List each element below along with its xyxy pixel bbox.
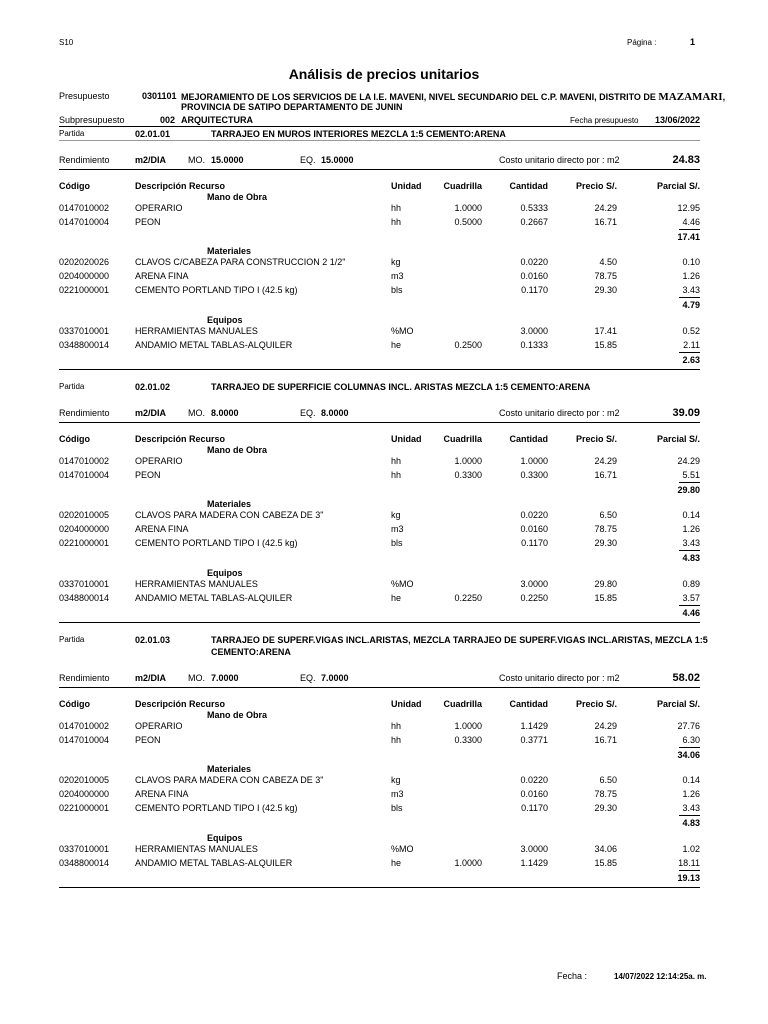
equipos-subtotal: 19.13 <box>677 873 700 883</box>
resource-cantidad: 3.0000 <box>520 579 548 589</box>
rendimiento-label: Rendimiento <box>59 155 110 165</box>
eq-label: EQ. <box>300 673 316 683</box>
column-header-parcial: Parcial S/. <box>656 181 700 191</box>
resource-unit: %MO <box>391 579 414 589</box>
column-header-cantidad: Cantidad <box>509 434 548 444</box>
resource-description: CEMENTO PORTLAND TIPO I (42.5 kg) <box>135 803 298 813</box>
partida-end-divider <box>59 622 700 623</box>
mano-de-obra-subtotal-rule <box>679 482 700 483</box>
column-header-descripcion: Descripción Recurso <box>135 434 226 444</box>
equipos-subtotal-rule <box>679 352 700 353</box>
resource-description: ANDAMIO METAL TABLAS-ALQUILER <box>135 858 293 868</box>
resource-description: ANDAMIO METAL TABLAS-ALQUILER <box>135 593 293 603</box>
resource-parcial: 18.11 <box>678 858 700 868</box>
materiales-subtotal-rule <box>679 550 700 551</box>
equipos-subtotal: 2.63 <box>682 355 700 365</box>
resource-precio: 15.85 <box>594 858 617 868</box>
partida-description: TARRAJEO DE SUPERFICIE COLUMNAS INCL. ARISTAS MEZCLA 1:5 CEMENTO:ARENA <box>211 382 591 392</box>
resource-description: HERRAMIENTAS MANUALES <box>135 844 258 854</box>
column-header-cuadrilla: Cuadrilla <box>443 181 482 191</box>
mano-de-obra-group-label: Mano de Obra <box>207 710 268 720</box>
resource-precio: 16.71 <box>594 735 617 745</box>
column-header-cantidad: Cantidad <box>509 699 548 709</box>
resource-parcial: 2.11 <box>683 340 700 350</box>
resource-cantidad: 0.0220 <box>520 510 548 520</box>
column-header-codigo: Código <box>59 181 90 191</box>
resource-cantidad: 1.1429 <box>520 858 548 868</box>
mano-de-obra-subtotal: 34.06 <box>677 750 700 760</box>
rendimiento-unit: m2/DIA <box>135 408 167 418</box>
resource-unit: he <box>391 858 402 868</box>
resource-parcial: 12.95 <box>677 203 700 213</box>
mano-de-obra-group-label: Mano de Obra <box>207 445 268 455</box>
fecha-presupuesto: 13/06/2022 <box>654 115 700 125</box>
footer-fecha-label: Fecha : <box>557 971 588 981</box>
column-header-parcial: Parcial S/. <box>656 699 700 709</box>
column-header-precio: Precio S/. <box>575 181 617 191</box>
resource-code: 0348800014 <box>59 340 110 350</box>
resource-cuadrilla: 0.3300 <box>454 735 482 745</box>
resource-parcial: 0.89 <box>682 579 700 589</box>
resource-parcial: 0.14 <box>682 510 700 520</box>
partida-code: 02.01.02 <box>135 382 171 392</box>
rendimiento-unit: m2/DIA <box>135 155 167 165</box>
resource-cantidad: 0.0160 <box>520 524 548 534</box>
mano-de-obra-subtotal: 29.80 <box>677 485 700 495</box>
resource-cantidad: 1.0000 <box>520 456 548 466</box>
resource-cantidad: 0.0220 <box>520 257 548 267</box>
resource-code: 0204000000 <box>59 789 110 799</box>
partida-description-line2: CEMENTO:ARENA <box>211 647 291 657</box>
mano-de-obra-subtotal: 17.41 <box>677 232 700 242</box>
resource-description: CEMENTO PORTLAND TIPO I (42.5 kg) <box>135 285 298 295</box>
resource-code: 0221000001 <box>59 803 110 813</box>
costo-unitario-value: 58.02 <box>672 672 700 684</box>
resource-description: PEON <box>135 470 161 480</box>
resource-description: ARENA FINA <box>135 524 189 534</box>
column-header-descripcion: Descripción Recurso <box>135 699 226 709</box>
resource-cantidad: 0.3771 <box>520 735 548 745</box>
materiales-group-label: Materiales <box>207 499 252 509</box>
resource-cuadrilla: 0.2500 <box>454 340 482 350</box>
mo-value: 7.0000 <box>211 673 239 683</box>
resource-description: CLAVOS PARA MADERA CON CABEZA DE 3" <box>135 510 324 520</box>
partida-label: Partida <box>59 129 85 138</box>
rendimiento-label: Rendimiento <box>59 408 110 418</box>
resource-precio: 24.29 <box>594 456 617 466</box>
resource-parcial: 1.26 <box>682 271 700 281</box>
costo-unitario-value: 24.83 <box>672 154 700 166</box>
rendimiento-unit: m2/DIA <box>135 673 167 683</box>
resource-unit: kg <box>391 510 401 520</box>
subpresupuesto-description: ARQUITECTURA <box>181 115 253 125</box>
resource-unit: bls <box>391 803 403 813</box>
resource-cantidad: 0.5333 <box>520 203 548 213</box>
resource-code: 0147010002 <box>59 721 110 731</box>
rendimiento-divider <box>59 422 700 423</box>
resource-unit: m3 <box>391 789 404 799</box>
resource-unit: kg <box>391 257 401 267</box>
resource-cuadrilla: 1.0000 <box>454 858 482 868</box>
eq-label: EQ. <box>300 408 316 418</box>
mo-label: MO. <box>188 673 205 683</box>
materiales-subtotal-rule <box>679 815 700 816</box>
resource-precio: 78.75 <box>594 524 617 534</box>
resource-unit: hh <box>391 735 402 745</box>
resource-precio: 34.06 <box>594 844 617 854</box>
resource-cantidad: 1.1429 <box>520 721 548 731</box>
resource-unit: hh <box>391 217 402 227</box>
rendimiento-divider <box>59 169 700 170</box>
resource-unit: kg <box>391 775 401 785</box>
resource-parcial: 0.10 <box>682 257 700 267</box>
resource-precio: 29.80 <box>594 579 617 589</box>
resource-cuadrilla: 1.0000 <box>454 721 482 731</box>
resource-description: HERRAMIENTAS MANUALES <box>135 326 258 336</box>
resource-precio: 78.75 <box>594 271 617 281</box>
column-header-cantidad: Cantidad <box>509 181 548 191</box>
resource-code: 0202020026 <box>59 257 110 267</box>
resource-precio: 16.71 <box>594 217 617 227</box>
resource-precio: 29.30 <box>594 803 617 813</box>
resource-cantidad: 0.0160 <box>520 271 548 281</box>
resource-unit: hh <box>391 470 402 480</box>
equipos-group-label: Equipos <box>207 315 243 325</box>
presupuesto-label: Presupuesto <box>59 91 110 101</box>
resource-unit: m3 <box>391 524 404 534</box>
subpresupuesto-code: 002 <box>160 115 176 125</box>
partida-description: TARRAJEO EN MUROS INTERIORES MEZCLA 1:5 CEMENTO:ARENA <box>211 129 506 139</box>
footer-fecha-value: 14/07/2022 12:14:25a. m. <box>614 972 707 981</box>
resource-description: CEMENTO PORTLAND TIPO I (42.5 kg) <box>135 538 298 548</box>
resource-parcial: 1.02 <box>682 844 700 854</box>
resource-code: 0348800014 <box>59 858 110 868</box>
equipos-group-label: Equipos <box>207 833 243 843</box>
resource-description: HERRAMIENTAS MANUALES <box>135 579 258 589</box>
presupuesto-desc-comma: , <box>722 92 726 102</box>
resource-code: 0147010004 <box>59 470 110 480</box>
resource-code: 0337010001 <box>59 326 110 336</box>
partida-end-divider <box>59 369 700 370</box>
resource-cantidad: 3.0000 <box>520 844 548 854</box>
resource-description: OPERARIO <box>135 456 183 466</box>
column-header-unidad: Unidad <box>391 434 422 444</box>
presupuesto-desc-line2: PROVINCIA DE SATIPO DEPARTAMENTO DE JUNIN <box>181 102 403 112</box>
resource-cantidad: 0.0220 <box>520 775 548 785</box>
equipos-subtotal-rule <box>679 870 700 871</box>
mo-value: 8.0000 <box>211 408 239 418</box>
column-header-precio: Precio S/. <box>575 434 617 444</box>
resource-code: 0147010004 <box>59 217 110 227</box>
resource-cantidad: 0.3300 <box>520 470 548 480</box>
resource-unit: he <box>391 593 402 603</box>
resource-code: 0204000000 <box>59 524 110 534</box>
resource-code: 0337010001 <box>59 579 110 589</box>
resource-precio: 4.50 <box>599 257 617 267</box>
resource-parcial: 3.43 <box>682 803 700 813</box>
partida-end-divider <box>59 887 700 888</box>
resource-precio: 24.29 <box>594 203 617 213</box>
rendimiento-label: Rendimiento <box>59 673 110 683</box>
materiales-subtotal-rule <box>679 297 700 298</box>
resource-cantidad: 0.1333 <box>520 340 548 350</box>
resource-parcial: 24.29 <box>677 456 700 466</box>
resource-parcial: 0.14 <box>682 775 700 785</box>
resource-description: ARENA FINA <box>135 271 189 281</box>
resource-precio: 17.41 <box>594 326 617 336</box>
mo-label: MO. <box>188 408 205 418</box>
resource-parcial: 5.51 <box>682 470 700 480</box>
resource-parcial: 1.26 <box>682 524 700 534</box>
materiales-subtotal: 4.79 <box>682 300 700 310</box>
resource-cuadrilla: 0.3300 <box>454 470 482 480</box>
resource-code: 0348800014 <box>59 593 110 603</box>
resource-parcial: 3.43 <box>682 538 700 548</box>
resource-unit: m3 <box>391 271 404 281</box>
resource-cantidad: 0.1170 <box>521 803 548 813</box>
resource-unit: bls <box>391 285 403 295</box>
header-divider <box>59 126 700 127</box>
resource-unit: hh <box>391 203 402 213</box>
page-label: Página : <box>627 38 657 47</box>
mano-de-obra-subtotal-rule <box>679 229 700 230</box>
resource-description: PEON <box>135 735 161 745</box>
column-header-unidad: Unidad <box>391 181 422 191</box>
resource-precio: 29.30 <box>594 285 617 295</box>
resource-description: OPERARIO <box>135 203 183 213</box>
resource-description: OPERARIO <box>135 721 183 731</box>
mo-label: MO. <box>188 155 205 165</box>
partida-label: Partida <box>59 635 85 644</box>
resource-description: ANDAMIO METAL TABLAS-ALQUILER <box>135 340 293 350</box>
column-header-unidad: Unidad <box>391 699 422 709</box>
equipos-subtotal-rule <box>679 605 700 606</box>
resource-code: 0147010004 <box>59 735 110 745</box>
presupuesto-desc-line1: MEJORAMIENTO DE LOS SERVICIOS DE LA I.E. MAVENI, NIVEL SECUNDARIO DEL C.P. MAVENI, DISTRITO DE <box>181 92 656 102</box>
partida-divider <box>59 140 700 141</box>
page-title: Análisis de precios unitarios <box>288 66 480 82</box>
resource-precio: 6.50 <box>599 775 617 785</box>
resource-parcial: 3.57 <box>682 593 700 603</box>
eq-label: EQ. <box>300 155 316 165</box>
resource-cantidad: 0.2667 <box>520 217 548 227</box>
mano-de-obra-subtotal-rule <box>679 747 700 748</box>
resource-precio: 78.75 <box>594 789 617 799</box>
resource-description: CLAVOS C/CABEZA PARA CONSTRUCCION 2 1/2" <box>135 257 346 267</box>
resource-code: 0202010005 <box>59 510 110 520</box>
column-header-cuadrilla: Cuadrilla <box>443 434 482 444</box>
resource-unit: he <box>391 340 402 350</box>
materiales-subtotal: 4.83 <box>682 818 700 828</box>
resource-parcial: 27.76 <box>677 721 700 731</box>
column-header-codigo: Código <box>59 699 90 709</box>
resource-precio: 15.85 <box>594 593 617 603</box>
resource-cantidad: 0.1170 <box>521 538 548 548</box>
resource-cantidad: 3.0000 <box>520 326 548 336</box>
subpresupuesto-label: Subpresupuesto <box>59 115 125 125</box>
costo-unitario-label: Costo unitario directo por : m2 <box>499 673 620 683</box>
mano-de-obra-group-label: Mano de Obra <box>207 192 268 202</box>
resource-code: 0202010005 <box>59 775 110 785</box>
costo-unitario-value: 39.09 <box>672 407 700 419</box>
column-header-cuadrilla: Cuadrilla <box>443 699 482 709</box>
costo-unitario-label: Costo unitario directo por : m2 <box>499 155 620 165</box>
resource-code: 0221000001 <box>59 538 110 548</box>
page-number: 1 <box>690 37 696 47</box>
resource-parcial: 4.46 <box>682 217 700 227</box>
presupuesto-desc-district: MAZAMARI <box>658 91 723 103</box>
resource-cantidad: 0.0160 <box>520 789 548 799</box>
resource-cuadrilla: 1.0000 <box>454 456 482 466</box>
costo-unitario-label: Costo unitario directo por : m2 <box>499 408 620 418</box>
resource-cuadrilla: 0.5000 <box>454 217 482 227</box>
column-header-parcial: Parcial S/. <box>656 434 700 444</box>
resource-parcial: 3.43 <box>682 285 700 295</box>
mo-value: 15.0000 <box>211 155 244 165</box>
resource-unit: hh <box>391 456 402 466</box>
resource-parcial: 0.52 <box>682 326 700 336</box>
resource-cuadrilla: 1.0000 <box>454 203 482 213</box>
resource-code: 0204000000 <box>59 271 110 281</box>
resource-description: CLAVOS PARA MADERA CON CABEZA DE 3" <box>135 775 324 785</box>
equipos-group-label: Equipos <box>207 568 243 578</box>
column-header-descripcion: Descripción Recurso <box>135 181 226 191</box>
rendimiento-divider <box>59 687 700 688</box>
resource-parcial: 1.26 <box>682 789 700 799</box>
report-code: S10 <box>59 38 74 47</box>
resource-parcial: 6.30 <box>682 735 700 745</box>
resource-description: PEON <box>135 217 161 227</box>
eq-value: 7.0000 <box>321 673 349 683</box>
resource-unit: %MO <box>391 844 414 854</box>
equipos-subtotal: 4.46 <box>682 608 700 618</box>
partida-description: TARRAJEO DE SUPERF.VIGAS INCL.ARISTAS, MEZCLA TARRAJEO DE SUPERF.VIGAS INCL.ARISTAS, MEZCLA 1:5 <box>211 635 708 645</box>
column-header-precio: Precio S/. <box>575 699 617 709</box>
resource-precio: 15.85 <box>594 340 617 350</box>
resource-cuadrilla: 0.2250 <box>454 593 482 603</box>
resource-unit: bls <box>391 538 403 548</box>
resource-code: 0147010002 <box>59 456 110 466</box>
materiales-subtotal: 4.83 <box>682 553 700 563</box>
fecha-presupuesto-label: Fecha presupuesto <box>570 116 639 125</box>
materiales-group-label: Materiales <box>207 246 252 256</box>
resource-code: 0337010001 <box>59 844 110 854</box>
resource-precio: 24.29 <box>594 721 617 731</box>
resource-unit: %MO <box>391 326 414 336</box>
resource-unit: hh <box>391 721 402 731</box>
partida-code: 02.01.03 <box>135 635 171 645</box>
eq-value: 8.0000 <box>321 408 349 418</box>
partida-label: Partida <box>59 382 85 391</box>
eq-value: 15.0000 <box>321 155 354 165</box>
resource-code: 0147010002 <box>59 203 110 213</box>
resource-description: ARENA FINA <box>135 789 189 799</box>
resource-cantidad: 0.2250 <box>520 593 548 603</box>
presupuesto-code: 0301101 <box>142 91 177 101</box>
resource-precio: 6.50 <box>599 510 617 520</box>
resource-precio: 29.30 <box>594 538 617 548</box>
resource-precio: 16.71 <box>594 470 617 480</box>
partida-code: 02.01.01 <box>135 129 171 139</box>
materiales-group-label: Materiales <box>207 764 252 774</box>
column-header-codigo: Código <box>59 434 90 444</box>
resource-code: 0221000001 <box>59 285 110 295</box>
resource-cantidad: 0.1170 <box>521 285 548 295</box>
